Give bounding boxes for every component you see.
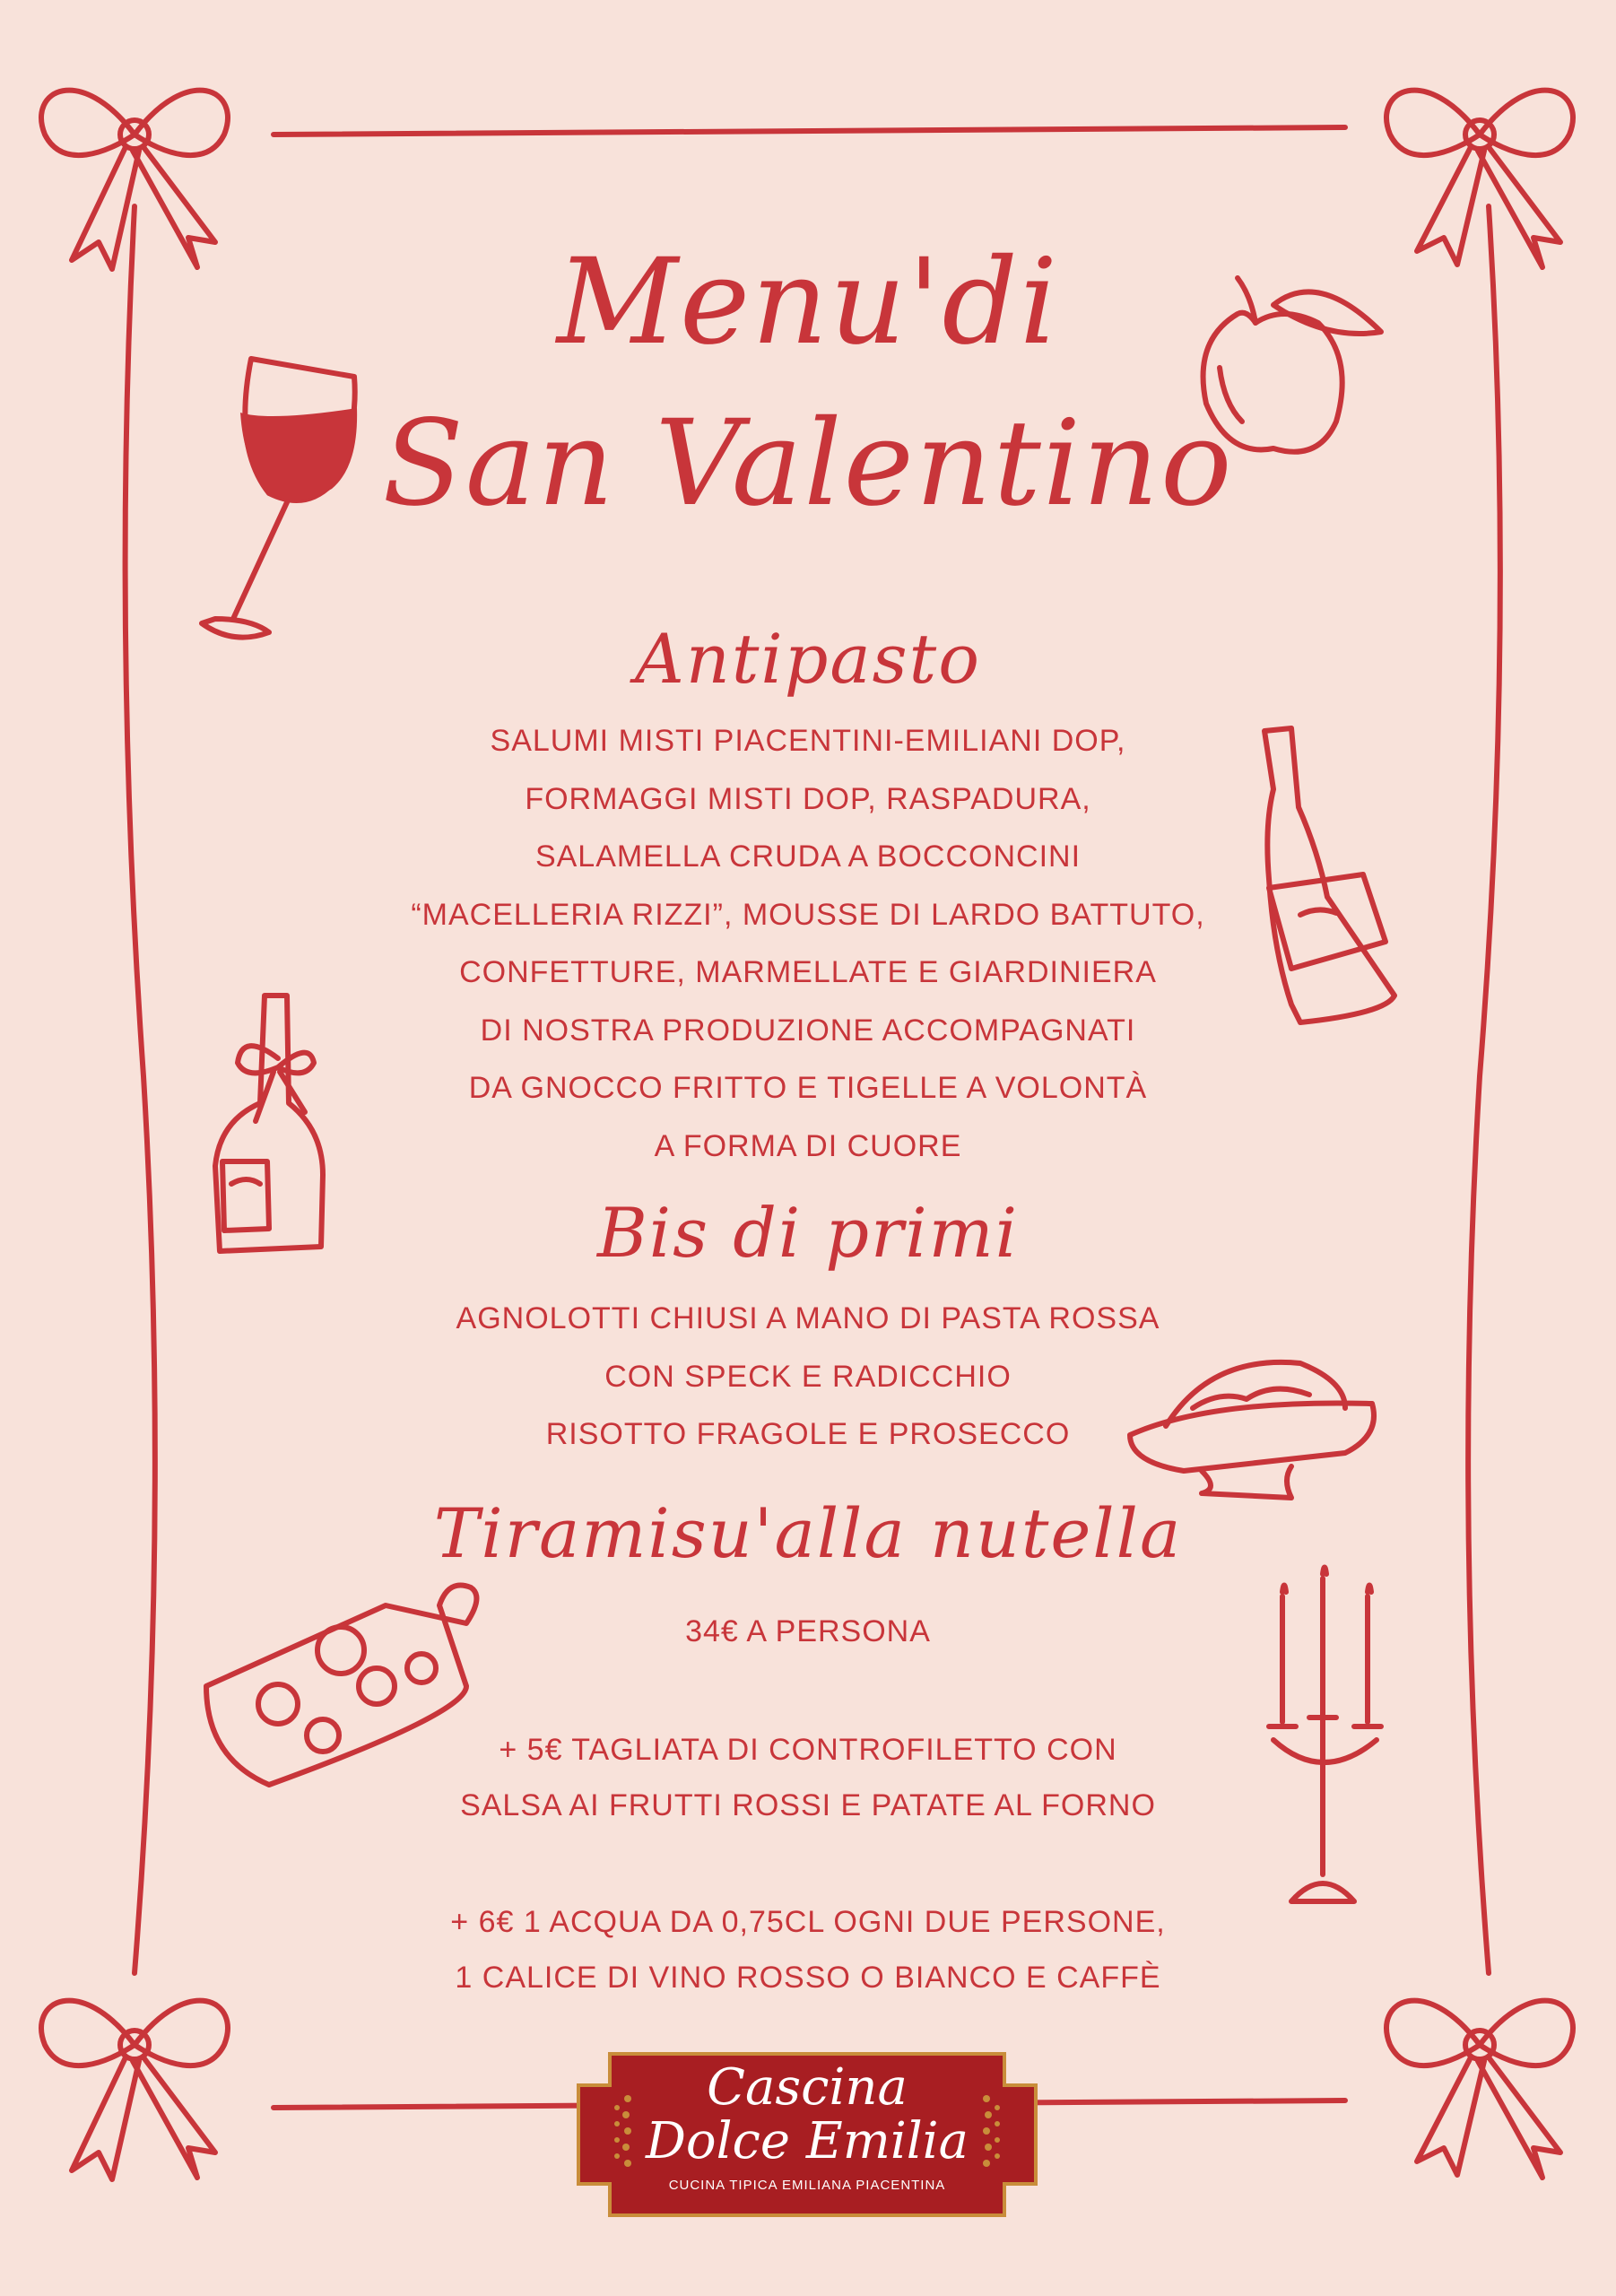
logo-subtitle: CUCINA TIPICA EMILIANA PIACENTINA	[668, 2178, 946, 2193]
primi-line: CON SPECK E RADICCHIO	[604, 1359, 1012, 1394]
extra-meat-option	[0, 1722, 1616, 1833]
frame-top-line	[274, 127, 1345, 135]
antipasto-description	[0, 712, 1616, 1175]
menu-title-line2: San Valentino	[382, 395, 1234, 533]
antipasto-line: DA GNOCCO FRITTO E TIGELLE A VOLONTÀ	[468, 1071, 1148, 1105]
extra-meat-line1: + 5€ TAGLIATA DI CONTROFILETTO CON	[499, 1733, 1117, 1767]
bow-icon	[41, 2001, 228, 2179]
extra-meat-line2: SALSA AI FRUTTI ROSSI E PATATE AL FORNO	[460, 1788, 1156, 1822]
antipasto-line: A FORMA DI CUORE	[654, 1128, 962, 1163]
extra-drinks-line1: + 6€ 1 ACQUA DA 0,75CL OGNI DUE PERSONE,	[450, 1905, 1166, 1939]
antipasto-line: FORMAGGI MISTI DOP, RASPADURA,	[525, 781, 1091, 816]
extra-drinks-line2: 1 CALICE DI VINO ROSSO O BIANCO E CAFFÈ	[455, 1961, 1161, 1995]
section-heading-antipasto: Antipasto	[635, 619, 981, 699]
antipasto-line: SALAMELLA CRUDA A BOCCONCINI	[534, 839, 1082, 874]
primi-description	[0, 1290, 1616, 1464]
logo-name-line2: Dolce Emilia	[646, 2112, 969, 2170]
logo-name-line1: Cascina	[707, 2058, 908, 2117]
section-heading-dolce: Tiramisu'alla nutella	[433, 1493, 1183, 1573]
antipasto-line: SALUMI MISTI PIACENTINI-EMILIANI DOP,	[490, 724, 1126, 758]
restaurant-logo	[574, 2045, 1040, 2224]
primi-line: AGNOLOTTI CHIUSI A MANO DI PASTA ROSSA	[456, 1301, 1160, 1335]
antipasto-line: CONFETTURE, MARMELLATE E GIARDINIERA	[459, 955, 1157, 989]
primi-line: RISOTTO FRAGOLE E PROSECCO	[545, 1417, 1071, 1451]
price-per-person: 34€ A PERSONA	[685, 1614, 931, 1648]
menu-title-line1: Menu'di	[556, 233, 1060, 371]
bow-icon	[1386, 2001, 1573, 2178]
extra-drinks-option	[0, 1894, 1616, 2005]
antipasto-line: “MACELLERIA RIZZI”, MOUSSE DI LARDO BATTUTO,	[411, 897, 1205, 932]
antipasto-line: DI NOSTRA PRODUZIONE ACCOMPAGNATI	[480, 1013, 1136, 1048]
section-heading-primi: Bis di primi	[596, 1193, 1020, 1273]
